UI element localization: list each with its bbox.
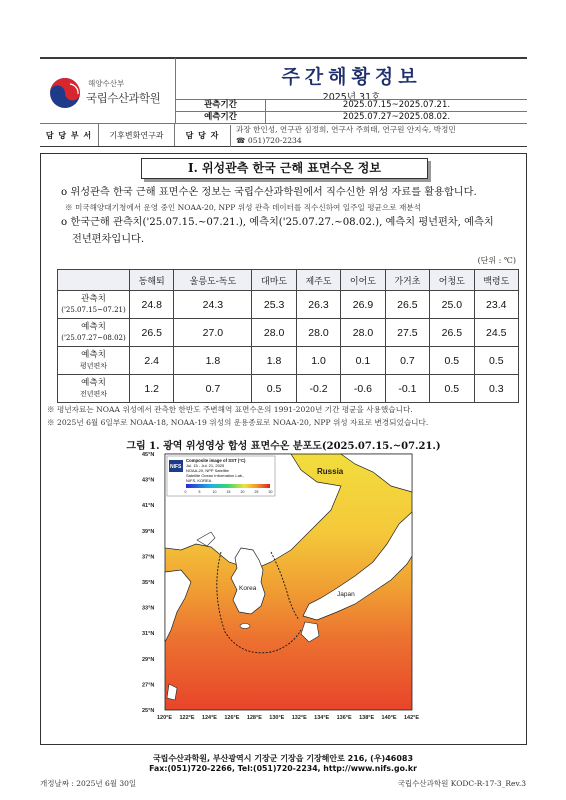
table-cell: 26.9 (341, 291, 385, 319)
longitude-label: 132°E (291, 715, 307, 721)
table-cell: 24.5 (474, 319, 518, 347)
forecast-period-label: 예측기간 (176, 112, 266, 123)
figure-title: 그림 1. 광역 위성영상 합성 표면수온 분포도(2025.07.15.~07.21.) (126, 441, 441, 452)
longitude-label: 130°E (269, 715, 285, 721)
table-cell: 1.0 (296, 347, 340, 375)
latitude-label: 41°N (142, 503, 155, 510)
table-cell: -0.1 (385, 375, 429, 403)
longitude-label: 136°E (336, 715, 352, 721)
table-cell: 0.5 (252, 375, 296, 403)
legend-satellite: NOAA-20, NPP Satellite (186, 468, 229, 473)
latitude-label: 29°N (142, 656, 155, 663)
latitude-label: 43°N (142, 477, 155, 484)
latitude-label: 33°N (142, 605, 155, 612)
row-label: 예측치 (81, 321, 106, 332)
longitude-label: 126°E (224, 715, 240, 721)
longitude-label: 138°E (359, 715, 375, 721)
table-cell: 0.5 (430, 347, 474, 375)
table-cell: 28.0 (252, 319, 296, 347)
table-cell: 25.3 (252, 291, 296, 319)
latitude-label: 39°N (142, 528, 155, 535)
table-cell: 0.7 (385, 347, 429, 375)
label-russia: Russia (317, 467, 344, 476)
label-korea: Korea (239, 585, 257, 592)
table-cell: 0.1 (341, 347, 385, 375)
staff-label: 담 당 자 (174, 124, 230, 146)
table-cell: 24.8 (130, 291, 174, 319)
latitude-label: 27°N (142, 682, 155, 689)
table-cell: 27.5 (385, 319, 429, 347)
column-header: 제주도 (296, 270, 340, 291)
table-cell: -0.2 (296, 375, 340, 403)
scale-tick-label: 30 (268, 490, 273, 494)
footer-contact: Fax:(051)720-2266, Tel:(051)720-2234, http://www.nifs.go.kr (149, 764, 417, 773)
table-cell: 0.5 (430, 375, 474, 403)
column-header: 동해퇴 (130, 270, 174, 291)
legend-org: NIFS, KOREA (186, 478, 212, 483)
table-cell: -0.6 (341, 375, 385, 403)
label-japan: Japan (337, 591, 355, 598)
longitude-label: 122°E (179, 715, 195, 721)
longitude-label: 134°E (314, 715, 330, 721)
observation-period-value: 2025.07.15~2025.07.21. (342, 100, 451, 110)
revision-date: 개정날짜 : 2025년 6월 30일 (40, 779, 137, 788)
table-cell: 25.0 (430, 291, 474, 319)
scale-tick-label: 20 (240, 490, 245, 494)
table-cell: 24.3 (174, 291, 252, 319)
scale-tick-label: 10 (212, 490, 217, 494)
observation-period-label: 관측기간 (176, 100, 266, 111)
institute-name: 국립수산과학원 (86, 91, 161, 105)
table-row (58, 375, 519, 403)
longitude-label: 142°E (404, 715, 420, 721)
table-cell: 27.0 (174, 319, 252, 347)
issue-number: 2025년 31호 (322, 92, 381, 103)
row-sublabel: 평년편차 (79, 361, 108, 370)
department-row (40, 123, 527, 147)
nifs-logo-text: NIFS (170, 464, 182, 470)
document-title: 주간해황정보 (281, 66, 422, 88)
table-intro-bullet-cont: 전년편차입니다. (72, 234, 145, 245)
row-label: 관측치 (81, 293, 106, 304)
department-value: 기후변화연구과 (98, 124, 174, 146)
table-cell: 28.0 (296, 319, 340, 347)
latitude-label: 31°N (142, 631, 155, 638)
legend-period: Jul. 15 - Jul. 21, 2025 (186, 463, 225, 468)
footnote-satellite: ※ 2025년 6월 6일부로 NOAA-18, NOAA-19 위성의 운용종료로 NOAA-20, NPP 위성 자료로 변경되었습니다. (47, 418, 429, 427)
table-corner (58, 270, 130, 291)
table-cell: 26.5 (430, 319, 474, 347)
longitude-label: 120°E (157, 715, 173, 721)
table-cell: 26.5 (130, 319, 174, 347)
row-label: 예측치 (81, 349, 106, 360)
latitude-label: 45°N (142, 452, 155, 458)
department-label: 담 당 부 서 (45, 130, 93, 140)
logo-block (40, 57, 175, 123)
table-cell: 1.2 (130, 375, 174, 403)
column-header: 가거초 (385, 270, 429, 291)
table-cell: 28.0 (341, 319, 385, 347)
table-cell: 26.3 (296, 291, 340, 319)
document-code: 국립수산과학원 KODC-R-17-3_Rev.3 (397, 779, 526, 788)
intro-note: ※ 미국해양대기청에서 운영 중인 NOAA-20, NPP 위성 관측 데이터를 직수신하여 일주일 평균으로 재분석 (65, 203, 421, 212)
table-cell: 0.3 (474, 375, 518, 403)
latitude-label: 37°N (142, 554, 155, 561)
observation-period-row (175, 99, 527, 111)
sst-map (141, 452, 420, 724)
scale-tick-label: 0 (184, 490, 187, 494)
scale-tick-label: 5 (198, 490, 201, 494)
row-header (58, 347, 130, 375)
column-header: 어청도 (430, 270, 474, 291)
column-header: 대마도 (252, 270, 296, 291)
footnote-normal: ※ 평년자료는 NOAA 위성에서 관측한 한반도 주변해역 표면수온의 1991-2020년 기간 평균을 사용했습니다. (47, 405, 413, 414)
staff-names: 과장 한인성, 연구관 심정희, 연구사 주희태, 연구원 안지숙, 박정민 (236, 125, 456, 134)
legend-lab: Satellite Ocean Information Lab., (186, 473, 245, 478)
scale-tick-label: 15 (226, 490, 231, 494)
color-scale (186, 484, 270, 488)
table-row (58, 347, 519, 375)
table-row (58, 291, 519, 319)
table-cell: 26.5 (385, 291, 429, 319)
sst-table (57, 269, 519, 403)
column-header: 백령도 (474, 270, 518, 291)
row-header (58, 319, 130, 347)
row-label: 예측치 (81, 377, 106, 388)
row-header (58, 375, 130, 403)
table-cell: 0.7 (174, 375, 252, 403)
footer-address: 국립수산과학원, 부산광역시 기장군 기장읍 기장해안로 216, (우)46083 (152, 754, 414, 763)
row-sublabel: 전년편차 (79, 389, 108, 398)
intro-bullet: o 위성관측 한국 근해 표면수온 정보는 국립수산과학원에서 직수신한 위성 자료를 활용합니다. (61, 187, 477, 198)
table-cell: 0.5 (474, 347, 518, 375)
table-header-row (58, 270, 519, 291)
longitude-label: 128°E (246, 715, 262, 721)
forecast-period-row (175, 111, 527, 123)
table-cell: 1.8 (252, 347, 296, 375)
table-cell: 23.4 (474, 291, 518, 319)
longitude-label: 140°E (381, 715, 397, 721)
column-header: 울릉도-독도 (174, 270, 252, 291)
table-row (58, 319, 519, 347)
column-header: 이어도 (341, 270, 385, 291)
legend-title: Composite image of SST (°C) (186, 458, 246, 463)
section-title: I. 위성관측 한국 근해 표면수온 정보 (141, 158, 428, 179)
forecast-period-value: 2025.07.27~2025.08.02. (342, 112, 451, 122)
map-legend (167, 456, 275, 496)
longitude-label: 124°E (201, 715, 217, 721)
main-section (40, 153, 527, 745)
taegeuk-logo-icon (48, 76, 82, 110)
staff-info (230, 125, 527, 147)
row-header (58, 291, 130, 319)
row-sublabel: ('25.07.27~08.02) (61, 333, 126, 342)
row-sublabel: ('25.07.15~07.21) (61, 305, 126, 314)
scale-tick-label: 25 (254, 490, 259, 494)
staff-phone: ☎ 051)720-2234 (236, 135, 302, 145)
report-header (40, 57, 527, 151)
table-cell: 1.8 (174, 347, 252, 375)
table-cell: 2.4 (130, 347, 174, 375)
latitude-label: 35°N (142, 580, 155, 586)
latitude-label: 25°N (142, 708, 155, 714)
table-intro-bullet: o 한국근해 관측치('25.07.15.~07.21.), 예측치('25.07.27.~08.02.), 예측치 평년편차, 예측치 (61, 217, 494, 228)
ministry-name: 해양수산부 (88, 79, 125, 88)
unit-label: (단위 : ℃) (477, 256, 516, 265)
title-block (175, 57, 527, 103)
